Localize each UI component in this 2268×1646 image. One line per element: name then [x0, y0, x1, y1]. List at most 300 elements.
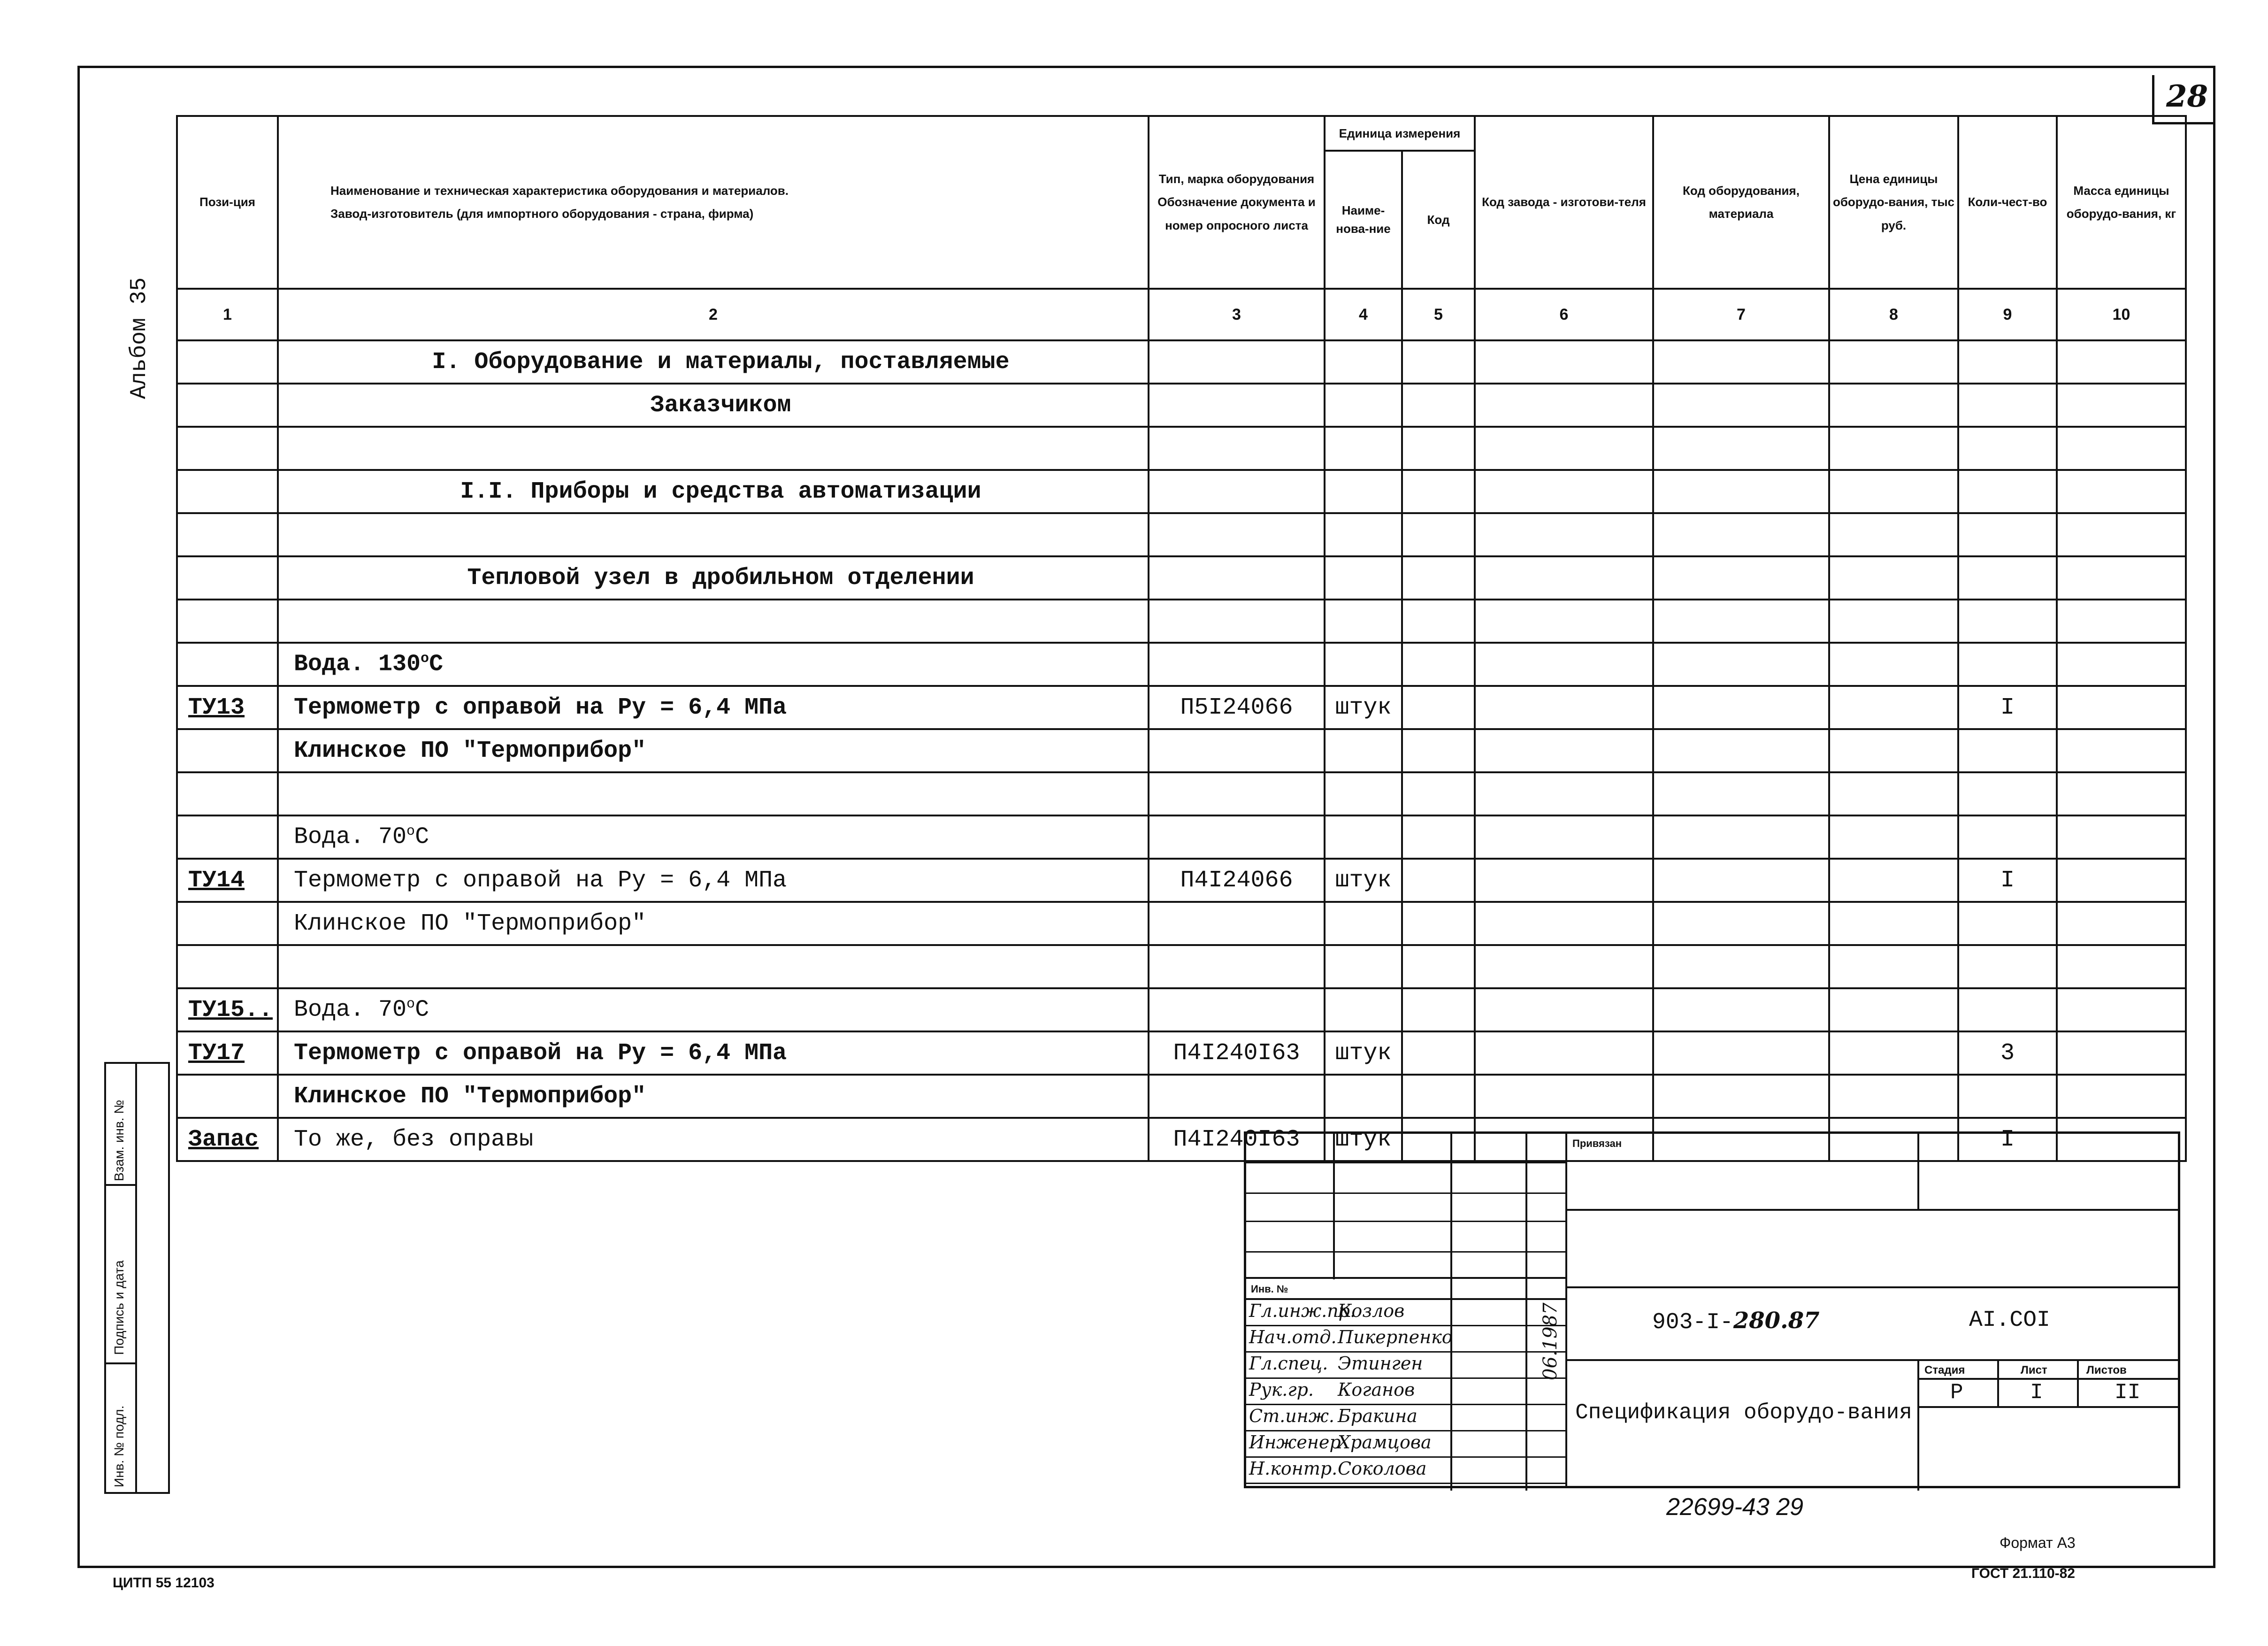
- row-mass: [2057, 815, 2186, 859]
- row-type: [1149, 902, 1325, 945]
- row-maker-code: [1475, 427, 1653, 470]
- row-name: [278, 988, 1149, 1031]
- row-unit-code: [1402, 384, 1475, 427]
- row-name-text: Заказчиком: [650, 392, 791, 419]
- row-type: П4I24066: [1149, 859, 1325, 902]
- row-unit: [1325, 340, 1402, 384]
- row-mass: [2057, 643, 2186, 686]
- row-name: [278, 1118, 1149, 1161]
- row-name-unit: С: [415, 823, 429, 851]
- side-approval-strip: [104, 1062, 170, 1494]
- format-label: Формат A3: [2000, 1534, 2076, 1551]
- tb-divider: [1246, 1162, 1565, 1163]
- strip-label-replaced: Взам. инв. №: [112, 1100, 126, 1181]
- row-quantity: [1958, 902, 2057, 945]
- tb-divider: [1917, 1134, 1919, 1209]
- column-number: 9: [1958, 289, 2057, 340]
- row-type: [1149, 470, 1325, 513]
- row-type: [1149, 513, 1325, 556]
- page-number: 28: [2166, 79, 2208, 114]
- row-equipment-code: [1653, 686, 1829, 729]
- row-price: [1829, 815, 1958, 859]
- row-mass: [2057, 384, 2186, 427]
- tb-divider: [1246, 1192, 1565, 1194]
- row-unit: [1325, 902, 1402, 945]
- table-row: [177, 556, 2186, 600]
- table-row: [177, 945, 2186, 988]
- tb-role: Гл.спец.: [1249, 1353, 1328, 1374]
- row-type: [1149, 772, 1325, 815]
- row-mass: [2057, 686, 2186, 729]
- row-type: [1149, 729, 1325, 772]
- row-price: [1829, 902, 1958, 945]
- row-price: [1829, 427, 1958, 470]
- row-type: [1149, 556, 1325, 600]
- row-equipment-code: [1653, 513, 1829, 556]
- row-mass: [2057, 945, 2186, 988]
- tb-divider: [1525, 1134, 1527, 1491]
- row-quantity: [1958, 384, 2057, 427]
- row-maker-code: [1475, 1031, 1653, 1075]
- row-equipment-code: [1653, 556, 1829, 600]
- title-block: [1244, 1131, 2180, 1488]
- row-unit: [1325, 1075, 1402, 1118]
- tb-divider: [1246, 1377, 1565, 1379]
- row-name-text: Вода. 70: [294, 823, 407, 851]
- row-unit: [1325, 772, 1402, 815]
- row-type: П4I240I63: [1149, 1118, 1325, 1161]
- row-quantity: [1958, 815, 2057, 859]
- degree-sign: o: [406, 996, 415, 1013]
- strip-cell-inventory: [106, 1364, 135, 1494]
- table-row: [177, 988, 2186, 1031]
- tb-inv-label: Инв. №: [1251, 1283, 1288, 1295]
- column-numbers-row: [177, 289, 2186, 340]
- specification-table: [176, 115, 2187, 1162]
- row-type: [1149, 1075, 1325, 1118]
- tb-staff-name: Соколова: [1338, 1458, 1427, 1479]
- row-unit: [1325, 384, 1402, 427]
- row-name: [278, 1075, 1149, 1118]
- row-name: [278, 470, 1149, 513]
- row-equipment-code: [1653, 1031, 1829, 1075]
- table-row: [177, 1031, 2186, 1075]
- row-mass: [2057, 988, 2186, 1031]
- column-number: 10: [2057, 289, 2186, 340]
- column-number: 6: [1475, 289, 1653, 340]
- tb-stage-label: Стадия: [1924, 1364, 1965, 1377]
- row-equipment-code: [1653, 340, 1829, 384]
- degree-sign: o: [421, 651, 429, 667]
- table-row: [177, 384, 2186, 427]
- row-position: [177, 513, 278, 556]
- handwritten-number: 22699-43 29: [1666, 1493, 1804, 1521]
- row-unit-code: [1402, 513, 1475, 556]
- row-equipment-code: [1653, 772, 1829, 815]
- table-row: [177, 859, 2186, 902]
- row-name: [278, 513, 1149, 556]
- tb-divider: [1246, 1298, 1565, 1300]
- row-name-text: I. Оборудование и материалы, поставляемые: [432, 348, 1010, 376]
- row-mass: [2057, 859, 2186, 902]
- tb-doc-code-printed: 903-I-: [1652, 1310, 1733, 1335]
- row-equipment-code: [1653, 643, 1829, 686]
- row-price: [1829, 1075, 1958, 1118]
- row-equipment-code: [1653, 470, 1829, 513]
- header-name-line1: Наименование и техническая характеристика оборудования и материалов.: [330, 183, 789, 198]
- row-type: [1149, 988, 1325, 1031]
- row-position: [177, 384, 278, 427]
- tb-divider: [1917, 1406, 2180, 1408]
- header-equipment-code: Код оборудования, материала: [1653, 116, 1829, 289]
- tb-divider: [1246, 1483, 1565, 1484]
- tb-doc-code-hand: 280.87: [1733, 1308, 1820, 1334]
- tb-divider: [2077, 1359, 2079, 1406]
- row-name: [278, 340, 1149, 384]
- row-price: [1829, 859, 1958, 902]
- row-maker-code: [1475, 686, 1653, 729]
- row-unit: штук: [1325, 859, 1402, 902]
- row-mass: [2057, 1075, 2186, 1118]
- row-name-text: Термометр с оправой на Ру = 6,4 МПа: [294, 867, 787, 894]
- tb-divider: [1246, 1221, 1565, 1222]
- row-equipment-code: [1653, 902, 1829, 945]
- table-body: [177, 340, 2186, 1161]
- row-name: [278, 384, 1149, 427]
- row-equipment-code: [1653, 600, 1829, 643]
- column-number: 5: [1402, 289, 1475, 340]
- tb-staff-name: Храмцова: [1338, 1432, 1432, 1453]
- tb-role: Инженер: [1249, 1432, 1341, 1453]
- row-unit-code: [1402, 470, 1475, 513]
- tb-divider: [1246, 1351, 1565, 1353]
- row-position: [177, 470, 278, 513]
- tb-role: Гл.инж.пр.: [1249, 1300, 1356, 1321]
- header-name-line2: Завод-изготовитель (для импортного оборудования - страна, фирма): [330, 207, 754, 221]
- header-row: [177, 116, 2186, 151]
- tb-staff-name: Пикерпенко: [1338, 1327, 1453, 1347]
- row-position: [177, 340, 278, 384]
- row-maker-code: [1475, 643, 1653, 686]
- row-position: [177, 427, 278, 470]
- row-name-unit: С: [415, 996, 429, 1023]
- row-equipment-code: [1653, 729, 1829, 772]
- row-quantity: [1958, 340, 2057, 384]
- row-equipment-code: [1653, 815, 1829, 859]
- table-row: [177, 340, 2186, 384]
- row-name-text: Клинское ПО "Термоприбор": [294, 1083, 646, 1110]
- row-price: [1829, 729, 1958, 772]
- row-equipment-code: [1653, 988, 1829, 1031]
- row-type: [1149, 815, 1325, 859]
- row-unit-code: [1402, 1075, 1475, 1118]
- row-unit: [1325, 600, 1402, 643]
- row-name: [278, 600, 1149, 643]
- row-type: [1149, 427, 1325, 470]
- row-quantity: [1958, 1075, 2057, 1118]
- row-unit-code: [1402, 686, 1475, 729]
- header-unit-code: Код: [1402, 151, 1475, 289]
- column-number: 8: [1829, 289, 1958, 340]
- row-unit-code: [1402, 427, 1475, 470]
- row-name: [278, 772, 1149, 815]
- row-unit-code: [1402, 815, 1475, 859]
- row-maker-code: [1475, 729, 1653, 772]
- row-unit: штук: [1325, 1031, 1402, 1075]
- row-maker-code: [1475, 556, 1653, 600]
- row-maker-code: [1475, 815, 1653, 859]
- row-mass: [2057, 902, 2186, 945]
- row-position: [177, 556, 278, 600]
- row-unit: [1325, 556, 1402, 600]
- table-row: [177, 815, 2186, 859]
- row-name: [278, 686, 1149, 729]
- tb-title: Спецификация оборудо-вания: [1575, 1400, 1912, 1425]
- row-price: [1829, 600, 1958, 643]
- row-type: П5I24066: [1149, 686, 1325, 729]
- row-position: ТУ13: [177, 686, 278, 729]
- row-price: [1829, 556, 1958, 600]
- row-unit-code: [1402, 772, 1475, 815]
- row-quantity: 3: [1958, 1031, 2057, 1075]
- tb-sheet-label: Лист: [2021, 1364, 2047, 1377]
- row-type: [1149, 600, 1325, 643]
- row-equipment-code: [1653, 945, 1829, 988]
- row-type: [1149, 340, 1325, 384]
- tb-role: Н.контр.: [1249, 1458, 1338, 1479]
- tb-divider: [1246, 1430, 1565, 1431]
- row-quantity: [1958, 772, 2057, 815]
- tb-role: Нач.отд.: [1249, 1327, 1337, 1347]
- table-row: [177, 600, 2186, 643]
- tb-divider: [1565, 1209, 2180, 1211]
- row-unit: [1325, 513, 1402, 556]
- row-name-text: Клинское ПО "Термоприбор": [294, 910, 646, 937]
- row-equipment-code: [1653, 427, 1829, 470]
- tb-divider: [1246, 1277, 1565, 1279]
- table-row: [177, 772, 2186, 815]
- tb-sheet: I: [2030, 1380, 2043, 1405]
- row-quantity: [1958, 600, 2057, 643]
- row-unit-code: [1402, 643, 1475, 686]
- row-equipment-code: [1653, 1075, 1829, 1118]
- tb-divider: [1917, 1378, 2180, 1380]
- row-unit-code: [1402, 945, 1475, 988]
- row-mass: [2057, 600, 2186, 643]
- row-mass: [2057, 1031, 2186, 1075]
- tb-divider: [1997, 1359, 1999, 1406]
- header-unit-name: Наиме-нова-ние: [1325, 151, 1402, 289]
- row-quantity: I: [1958, 859, 2057, 902]
- row-name: [278, 556, 1149, 600]
- strip-divider: [135, 1064, 137, 1492]
- tb-divider: [1450, 1134, 1452, 1491]
- row-mass: [2057, 513, 2186, 556]
- row-price: [1829, 384, 1958, 427]
- column-number: 1: [177, 289, 278, 340]
- row-quantity: [1958, 556, 2057, 600]
- row-unit: штук: [1325, 686, 1402, 729]
- tb-sheets: II: [2115, 1380, 2141, 1405]
- tb-stage: Р: [1950, 1380, 1963, 1405]
- row-quantity: I: [1958, 686, 2057, 729]
- row-unit: [1325, 815, 1402, 859]
- row-unit-code: [1402, 340, 1475, 384]
- tb-privyazan: Привязан: [1572, 1138, 1622, 1149]
- row-unit: [1325, 470, 1402, 513]
- row-equipment-code: [1653, 384, 1829, 427]
- row-price: [1829, 1031, 1958, 1075]
- row-mass: [2057, 729, 2186, 772]
- row-price: [1829, 340, 1958, 384]
- row-name: [278, 902, 1149, 945]
- row-mass: [2057, 340, 2186, 384]
- row-quantity: [1958, 470, 2057, 513]
- row-maker-code: [1475, 945, 1653, 988]
- degree-sign: o: [406, 823, 415, 840]
- header-name: [278, 116, 1149, 289]
- row-maker-code: [1475, 384, 1653, 427]
- tb-divider: [1246, 1404, 1565, 1405]
- row-mass: [2057, 556, 2186, 600]
- row-maker-code: [1475, 340, 1653, 384]
- tb-role: Рук.гр.: [1249, 1379, 1314, 1400]
- row-name-text: Клинское ПО "Термоприбор": [294, 737, 646, 764]
- row-name: [278, 859, 1149, 902]
- row-name-text: Вода. 70: [294, 996, 407, 1023]
- row-maker-code: [1475, 902, 1653, 945]
- row-name: [278, 1031, 1149, 1075]
- gost-label: ГОСТ 21.110-82: [1971, 1566, 2075, 1581]
- row-unit-code: [1402, 859, 1475, 902]
- row-name: [278, 729, 1149, 772]
- row-price: [1829, 945, 1958, 988]
- row-name-text: Термометр с оправой на Ру = 6,4 МПа: [294, 694, 787, 721]
- row-price: [1829, 772, 1958, 815]
- row-unit-code: [1402, 1031, 1475, 1075]
- row-name-text: Вода. 130: [294, 651, 421, 678]
- row-quantity: I: [1958, 1118, 2057, 1161]
- row-position: [177, 945, 278, 988]
- row-price: [1829, 513, 1958, 556]
- tb-doc-code: [1652, 1308, 1820, 1335]
- row-name-text: Термометр с оправой на Ру = 6,4 МПа: [294, 1039, 787, 1067]
- tb-divider: [1333, 1134, 1335, 1279]
- tb-divider: [1246, 1251, 1565, 1253]
- tb-sheets-label: Листов: [2086, 1364, 2127, 1377]
- album-label: Альбом 35: [127, 277, 152, 399]
- row-unit-code: [1402, 902, 1475, 945]
- row-name: [278, 945, 1149, 988]
- column-number: 2: [278, 289, 1149, 340]
- row-name-text: То же, без оправы: [294, 1126, 534, 1153]
- row-position: Запас: [177, 1118, 278, 1161]
- row-unit-code: [1402, 729, 1475, 772]
- header-quantity: Коли-чест-во: [1958, 116, 2057, 289]
- tb-sheet-code: AI.COI: [1969, 1308, 2050, 1333]
- row-quantity: [1958, 427, 2057, 470]
- column-number: 7: [1653, 289, 1829, 340]
- row-position: [177, 902, 278, 945]
- row-position: [177, 815, 278, 859]
- row-position: [177, 600, 278, 643]
- row-maker-code: [1475, 470, 1653, 513]
- row-equipment-code: [1653, 859, 1829, 902]
- table-row: [177, 902, 2186, 945]
- row-unit-code: [1402, 988, 1475, 1031]
- row-name-text: Тепловой узел в дробильном отделении: [467, 564, 974, 592]
- row-name: [278, 427, 1149, 470]
- tb-divider: [1246, 1325, 1565, 1326]
- row-position: ТУ15..: [177, 988, 278, 1031]
- table-row: [177, 729, 2186, 772]
- row-unit-code: [1402, 600, 1475, 643]
- row-position: ТУ14: [177, 859, 278, 902]
- row-position: [177, 1075, 278, 1118]
- tb-staff-name: Козлов: [1338, 1300, 1405, 1321]
- tb-divider: [1565, 1134, 1567, 1486]
- strip-label-inventory: Инв. № подл.: [112, 1405, 126, 1487]
- row-unit-code: [1402, 556, 1475, 600]
- row-position: ТУ17: [177, 1031, 278, 1075]
- row-mass: [2057, 470, 2186, 513]
- row-price: [1829, 988, 1958, 1031]
- row-quantity: [1958, 729, 2057, 772]
- row-quantity: [1958, 988, 2057, 1031]
- tb-divider: [1565, 1359, 2180, 1361]
- column-number: 4: [1325, 289, 1402, 340]
- row-unit: [1325, 945, 1402, 988]
- table-row: [177, 1075, 2186, 1118]
- table-row: [177, 643, 2186, 686]
- tb-staff-name: Коганов: [1338, 1379, 1415, 1400]
- row-type: [1149, 945, 1325, 988]
- row-mass: [2057, 427, 2186, 470]
- table-row: [177, 686, 2186, 729]
- row-maker-code: [1475, 600, 1653, 643]
- tb-divider: [1246, 1456, 1565, 1458]
- row-quantity: [1958, 945, 2057, 988]
- tb-divider: [1565, 1286, 2180, 1288]
- table-row: [177, 513, 2186, 556]
- row-type: П4I240I63: [1149, 1031, 1325, 1075]
- row-name-unit: С: [429, 651, 444, 678]
- row-maker-code: [1475, 988, 1653, 1031]
- row-quantity: [1958, 643, 2057, 686]
- strip-cell-signature: [106, 1186, 135, 1364]
- header-position: Пози-ция: [177, 116, 278, 289]
- row-maker-code: [1475, 1075, 1653, 1118]
- row-position: [177, 772, 278, 815]
- row-maker-code: [1475, 859, 1653, 902]
- strip-cell-replaced: [106, 1064, 135, 1186]
- tb-staff-name: Бракина: [1338, 1406, 1418, 1426]
- row-name-text: I.I. Приборы и средства автоматизации: [460, 478, 981, 505]
- row-position: [177, 729, 278, 772]
- table-row: [177, 427, 2186, 470]
- header-unit-group: Единица измерения: [1325, 116, 1475, 151]
- row-unit: [1325, 729, 1402, 772]
- stamp-label: ЦИТП 55 12103: [113, 1575, 215, 1591]
- row-unit: штук: [1325, 1118, 1402, 1161]
- column-number: 3: [1149, 289, 1325, 340]
- row-type: [1149, 384, 1325, 427]
- row-name: [278, 643, 1149, 686]
- tb-date: 06.1987: [1540, 1302, 1561, 1380]
- strip-label-signature: Подпись и дата: [112, 1260, 126, 1355]
- row-unit: [1325, 988, 1402, 1031]
- row-maker-code: [1475, 513, 1653, 556]
